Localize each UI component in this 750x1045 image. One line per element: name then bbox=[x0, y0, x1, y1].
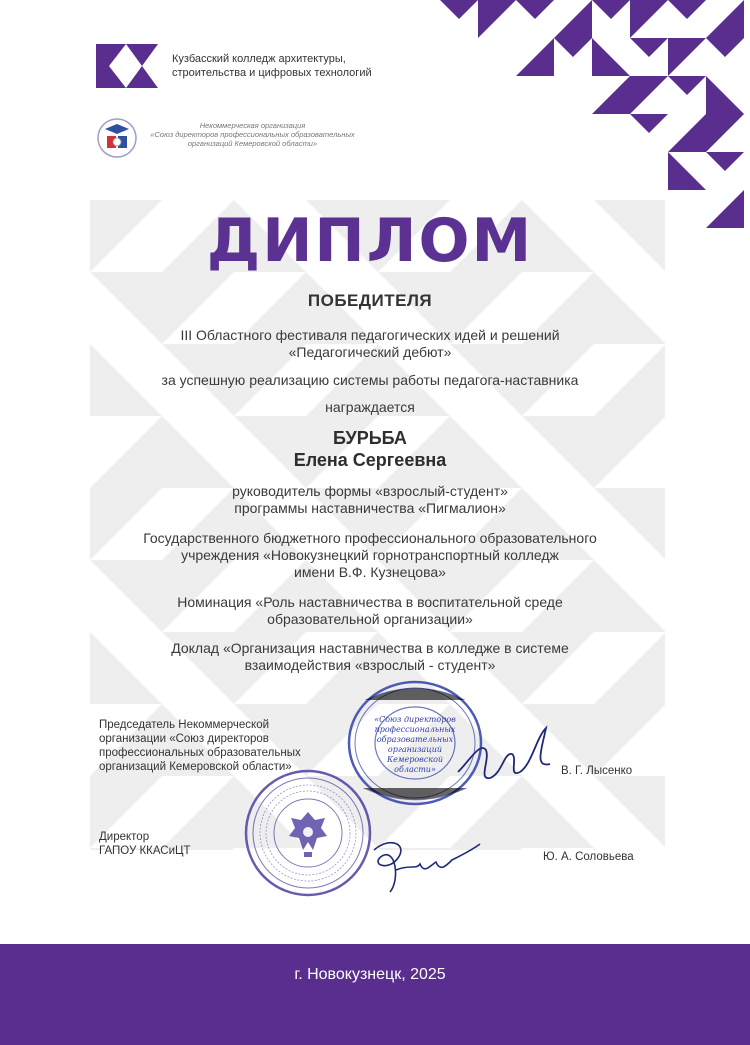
chairman-position-line: Председатель Некоммерческой bbox=[99, 719, 270, 731]
nomination-line: образовательной организации» bbox=[267, 611, 473, 627]
svg-text:«Союз директоров: «Союз директоров bbox=[374, 715, 456, 724]
svg-text:Кемеровской: Кемеровской bbox=[386, 755, 444, 764]
union-name-line: «Союз директоров профессиональных образовательных bbox=[150, 130, 355, 139]
festival-name bbox=[0, 327, 740, 361]
corner-decoration bbox=[430, 0, 750, 240]
union-name-line: организаций Кемеровской области» bbox=[187, 139, 318, 148]
director-position bbox=[99, 830, 191, 858]
director-signature-icon bbox=[360, 830, 490, 900]
chairman-name: В. Г. Лысенко bbox=[561, 765, 633, 777]
chairman-position-line: организаций Кемеровской области» bbox=[99, 761, 292, 773]
role-line: программы наставничества «Пигмалион» bbox=[234, 500, 506, 516]
report-line: Доклад «Организация наставничества в колледже в системе bbox=[171, 640, 569, 656]
union-logo-icon bbox=[96, 116, 138, 160]
recipient-name bbox=[0, 427, 740, 471]
festival-line: «Педагогический дебют» bbox=[288, 344, 452, 360]
college-name-line: Кузбасский колледж архитектуры, bbox=[172, 53, 346, 65]
recipient-role bbox=[0, 483, 740, 517]
svg-text:организаций: организаций bbox=[387, 745, 443, 754]
organization-line: учреждения «Новокузнецкий горнотранспортный колледж bbox=[181, 547, 559, 563]
chairman-position-line: организации «Союз директоров bbox=[99, 733, 269, 745]
nomination-line: Номинация «Роль наставничества в воспитательной среде bbox=[177, 594, 563, 610]
nomination bbox=[0, 594, 740, 628]
college-name bbox=[172, 52, 372, 80]
diploma-title: ДИПЛОМ bbox=[206, 206, 534, 276]
recipient-organization bbox=[0, 530, 740, 581]
recipient-given-names: Елена Сергеевна bbox=[293, 450, 447, 470]
organization-line: имени В.Ф. Кузнецова» bbox=[294, 564, 446, 580]
organization-line: Государственного бюджетного профессионального образовательного bbox=[143, 530, 597, 546]
chairman-position bbox=[99, 718, 301, 774]
report-title bbox=[0, 640, 740, 674]
svg-text:образовательных: образовательных bbox=[376, 735, 454, 744]
svg-text:области»: области» bbox=[394, 765, 436, 774]
svg-text:профессиональных: профессиональных bbox=[374, 725, 456, 734]
role-line: руководитель формы «взрослый-студент» bbox=[232, 483, 508, 499]
director-position-line: Директор bbox=[99, 831, 150, 843]
chairman-signature-icon bbox=[450, 720, 560, 790]
diploma-subtitle: ПОБЕДИТЕЛЯ bbox=[307, 291, 433, 310]
college-stamp-icon bbox=[243, 768, 373, 898]
report-line: взаимодействия «взрослый - студент» bbox=[244, 657, 496, 673]
city-year: г. Новокузнецк, 2025 bbox=[294, 966, 446, 983]
director-name: Ю. А. Соловьева bbox=[543, 851, 634, 863]
director-position-line: ГАПОУ ККАСиЦТ bbox=[99, 845, 191, 857]
union-name-line: Некоммерческая организация bbox=[199, 121, 306, 130]
union-name bbox=[140, 121, 365, 148]
chairman-position-line: профессиональных образовательных bbox=[99, 747, 301, 759]
awarded-label: награждается bbox=[325, 399, 415, 415]
footer-band bbox=[0, 944, 750, 1045]
college-name-line: строительства и цифровых технологий bbox=[172, 67, 372, 79]
award-reason: за успешную реализацию системы работы педагога-наставника bbox=[161, 372, 579, 388]
festival-line: III Областного фестиваля педагогических идей и решений bbox=[180, 327, 560, 343]
college-logo-icon bbox=[96, 44, 158, 88]
recipient-surname: БУРЬБА bbox=[333, 428, 407, 448]
